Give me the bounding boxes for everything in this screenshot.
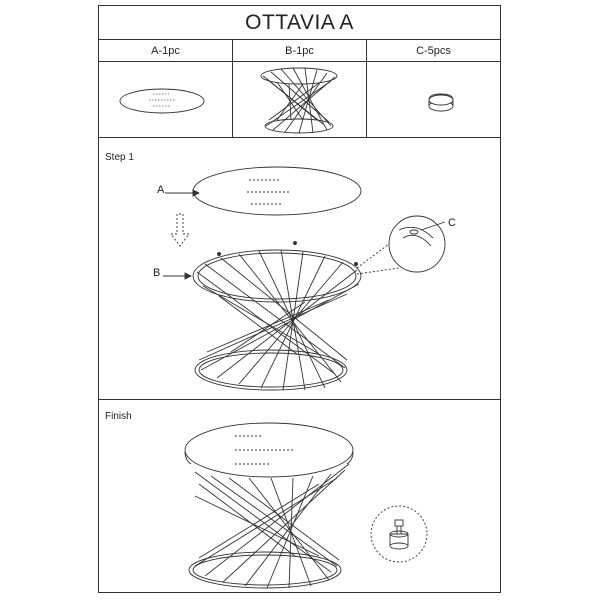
finish-label: Finish: [105, 411, 132, 422]
glass-top-a: [193, 167, 361, 215]
base-b-top-ring: [193, 250, 361, 302]
finish-drawing: [99, 400, 500, 592]
part-a-cell: [99, 62, 233, 137]
callout-c: C: [448, 217, 456, 229]
product-title: OTTAVIA A: [245, 10, 354, 34]
part-c-label: C-5pcs: [416, 44, 451, 57]
part-a-label: A-1pc: [99, 40, 233, 61]
assembled-bottom-ring: [189, 552, 341, 588]
step-1-label: Step 1: [105, 152, 134, 163]
parts-header: [99, 40, 500, 62]
step-1-drawing: [99, 138, 500, 400]
pad-icon: [367, 62, 501, 138]
part-b-cell: [233, 62, 367, 137]
assembly-sheet: [98, 5, 501, 593]
callout-b: B: [153, 267, 161, 279]
glass-top-icon: [99, 62, 233, 138]
step-1-section: [99, 138, 500, 400]
part-c-cell: [367, 62, 500, 137]
base-b-bottom-ring: [195, 350, 347, 390]
title-row: [99, 6, 500, 40]
parts-images: [99, 62, 500, 138]
twisted-base-icon: [233, 62, 367, 138]
finish-section: [99, 400, 500, 592]
part-b-label: B-1pc: [233, 40, 367, 61]
callout-a: A: [157, 184, 165, 196]
